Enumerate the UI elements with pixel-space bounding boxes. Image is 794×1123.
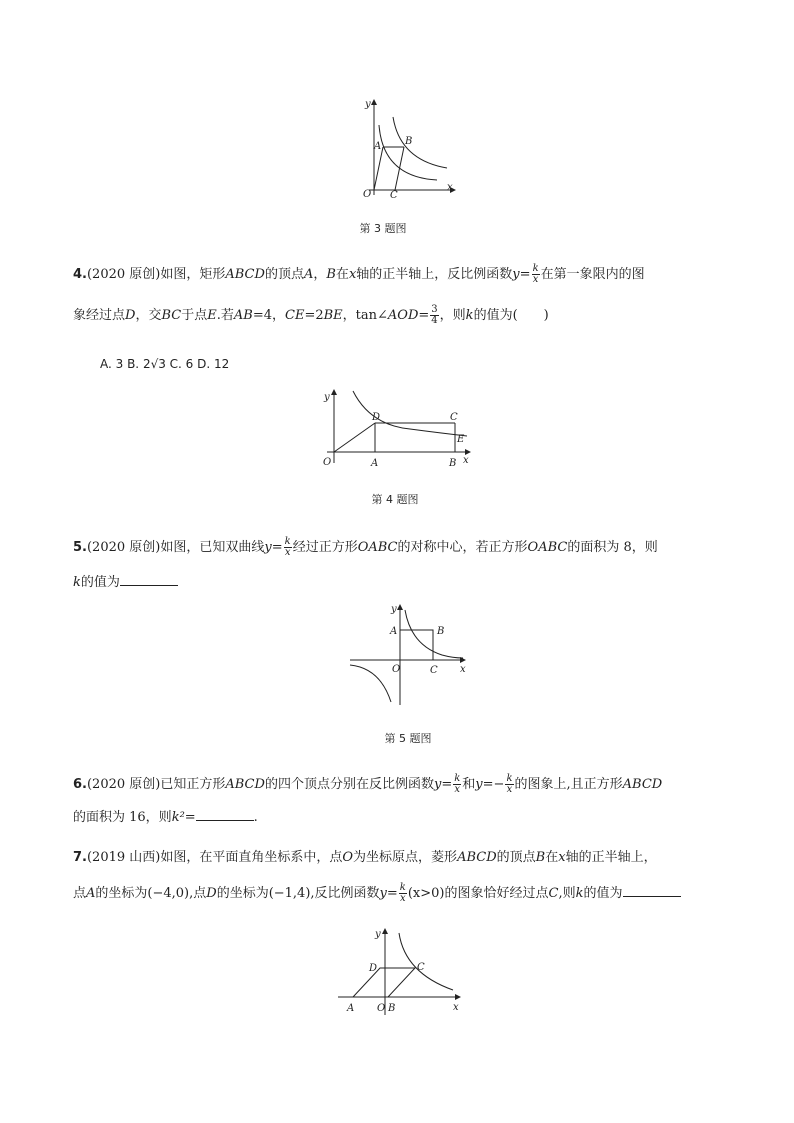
svg-text:O: O <box>392 664 401 675</box>
q5-k-over-x: $\frac{k}{x}$ <box>284 536 291 558</box>
fig3-b-label: B <box>405 136 413 147</box>
svg-text:y: y <box>375 929 381 940</box>
q6-answer-blank[interactable] <box>196 808 254 821</box>
svg-text:B: B <box>388 1003 396 1014</box>
svg-text:y: y <box>391 604 397 615</box>
svg-text:C: C <box>417 962 425 973</box>
q4-three-quarters: $\frac{3}{4}$ <box>431 304 438 326</box>
svg-text:D: D <box>369 963 378 974</box>
svg-text:A: A <box>371 458 379 469</box>
q5-line1: 5.(2020 原创)如图，已知双曲线y= $\frac{k}{x}$ 经过正方形OABC的对称中心，若正方形OABC的面积为 8，则 <box>73 536 658 558</box>
fig3-x-label: x <box>447 182 453 193</box>
q5-line2: k的值为 <box>73 573 733 593</box>
figure-5-caption: 第 5 题图 <box>384 732 432 745</box>
figure-5 <box>345 600 470 708</box>
q4-number: 4. <box>73 267 87 282</box>
q7-line1: 7.(2019 山西)如图，在平面直角坐标系中，点O为坐标原点，菱形ABCD的顶点B在x轴的正半轴上， <box>73 850 657 865</box>
figure-4-caption: 第 4 题图 <box>371 493 419 506</box>
svg-text:C: C <box>430 665 438 676</box>
q4-options: A. 3 B. 2√3 C. 6 D. 12 <box>100 357 230 371</box>
svg-text:B: B <box>449 458 457 469</box>
svg-text:A: A <box>347 1003 355 1014</box>
svg-text:O: O <box>377 1003 386 1014</box>
svg-text:y: y <box>324 392 330 403</box>
fig3-a-label: A <box>374 141 382 152</box>
figure-4 <box>315 385 475 470</box>
q5-answer-blank[interactable] <box>120 573 178 586</box>
svg-text:C: C <box>450 412 458 423</box>
q6-number: 6. <box>73 777 87 792</box>
svg-text:x: x <box>453 1002 459 1013</box>
svg-text:O: O <box>323 457 332 468</box>
q4-line2: 象经过点D，交BC于点E.若AB=4，CE=2BE，tan∠AOD= $\frac{3}{4}$ ，则k的值为( ) <box>73 304 549 326</box>
svg-text:A: A <box>390 626 398 637</box>
q7-number: 7. <box>73 850 87 865</box>
q7-answer-blank[interactable] <box>623 884 681 897</box>
figure-3-caption: 第 3 题图 <box>359 222 407 235</box>
svg-text:E: E <box>457 434 465 445</box>
q6-line2: 的面积为 16，则k²= . <box>73 810 258 825</box>
svg-text:B: B <box>437 626 445 637</box>
q7-line2: 点A的坐标为(−4,0),点D的坐标为(−1,4),反比例函数y= $\frac{k}{x}$ (x>0)的图象恰好经过点C,则k的值为 <box>73 883 733 904</box>
q6-line1: 6.(2020 原创)已知正方形ABCD的四个顶点分别在反比例函数y= $\frac{k}{x}$ 和y=− $\frac{k}{x}$ 的图象上,且正方形ABCD <box>73 773 663 795</box>
fig3-c-label: C <box>390 190 398 201</box>
q4-k-over-x: $\frac{k}{x}$ <box>532 263 539 285</box>
fig3-o-label: O <box>363 189 372 200</box>
fig3-y-label: y <box>365 99 371 110</box>
svg-text:x: x <box>463 455 469 466</box>
q5-number: 5. <box>73 540 87 555</box>
svg-text:D: D <box>372 412 381 423</box>
figure-7 <box>335 925 465 1020</box>
figure-3 <box>355 95 460 205</box>
svg-text:x: x <box>460 664 466 675</box>
q4-line1: 4.(2020 原创)如图，矩形ABCD的顶点A，B在x轴的正半轴上，反比例函数y= $\frac{k}{x}$ 在第一象限内的图 <box>73 263 645 285</box>
